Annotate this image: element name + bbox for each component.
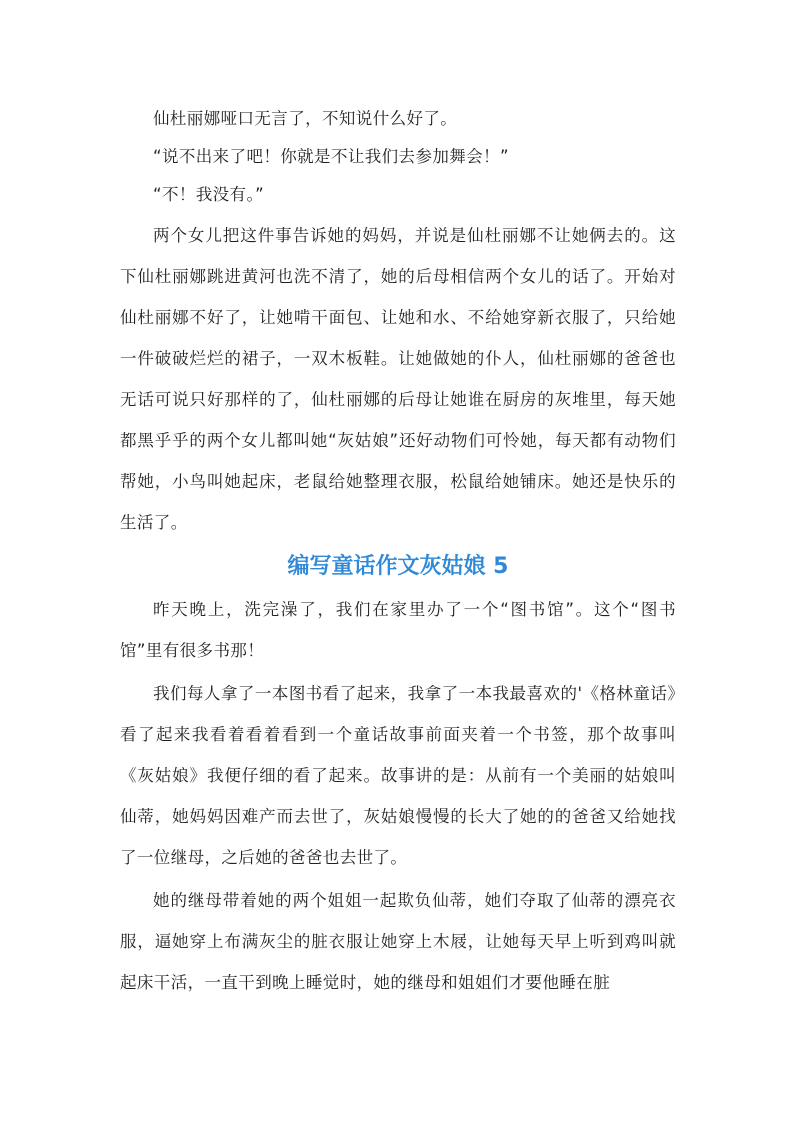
- paragraph: 两个女儿把这件事告诉她的妈妈，并说是仙杜丽娜不让她俩去的。这下仙杜丽娜跳进黄河也洗不清了，她的后母相信两个女儿的话了。开始对仙杜丽娜不好了，让她啃干面包、让她和水、不给她穿新衣服了，只给她一件破破烂烂的裙子，一双木板鞋。让她做她的仆人，仙杜丽娜的爸爸也无话可说只好那样的了，仙杜丽娜的后母让她谁在厨房的灰堆里，每天她都黑乎乎的两个女儿都叫她“灰姑娘”还好动物们可怜她，每天都有动物们帮她，小鸟叫她起床，老鼠给她整理衣服，松鼠给她铺床。她还是快乐的生活了。: [120, 226, 676, 532]
- paragraph: 我们每人拿了一本图书看了起来，我拿了一本我最喜欢的'《格林童话》看了起来我看着看着看到一个童话故事前面夹着一个书签，那个故事叫《灰姑娘》我便仔细的看了起来。故事讲的是：从前有一个美丽的姑娘叫仙蒂，她妈妈因难产而去世了，灰姑娘慢慢的长大了她的的爸爸又给她找了一位继母，之后她的爸爸也去世了。: [120, 684, 676, 867]
- paragraph: “说不出来了吧！你就是不让我们去参加舞会！”: [153, 147, 509, 166]
- paragraph: 她的继母带着她的两个姐姐一起欺负仙蒂，她们夺取了仙蒂的漂亮衣服，逼她穿上布满灰尘的脏衣服让她穿上木屐，让她每天早上听到鸡叫就起床干活，一直干到晚上睡觉时，她的继母和姐姐们才要他睡在脏: [120, 891, 676, 992]
- paragraph: 昨天晚上，洗完澡了，我们在家里办了一个“图书馆”。这个“图书馆”里有很多书那！: [120, 600, 676, 660]
- paragraph: 仙杜丽娜哑口无言了，不知说什么好了。: [153, 109, 458, 128]
- paragraph: “不！我没有。”: [153, 185, 265, 204]
- section-title: 编写童话作文灰姑娘 5: [287, 554, 509, 579]
- document-body: [120, 101, 676, 1003]
